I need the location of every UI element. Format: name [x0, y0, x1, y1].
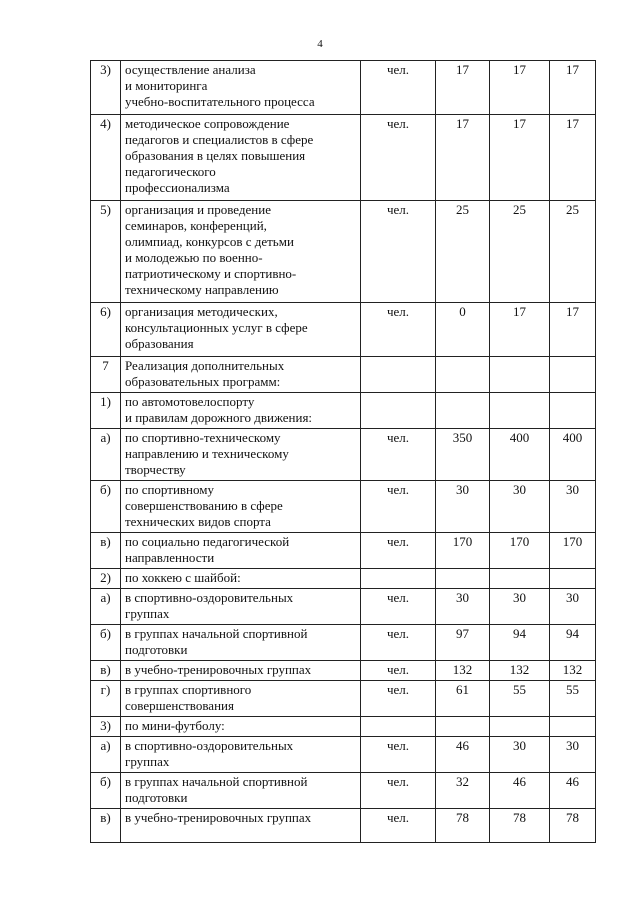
row-value-3-cell: [550, 393, 596, 429]
row-value-2-cell: 30: [490, 589, 550, 625]
row-value-3-cell: [550, 717, 596, 737]
row-value-1-cell: 32: [436, 773, 490, 809]
table-body: [91, 61, 596, 843]
row-value-2-cell: 30: [490, 481, 550, 533]
row-description-cell: по спортивно-техническому направлению и техническому творчеству: [121, 429, 361, 481]
table-row: [91, 569, 596, 589]
row-description-cell: по спортивному совершенствованию в сфере технических видов спорта: [121, 481, 361, 533]
row-value-3-cell: [550, 357, 596, 393]
row-value-2-cell: 17: [490, 303, 550, 357]
row-value-2-cell: 170: [490, 533, 550, 569]
table-row: [91, 201, 596, 303]
page-number: 4: [317, 38, 323, 50]
row-number-cell: 7: [91, 357, 121, 393]
row-unit-cell: чел.: [361, 809, 436, 843]
row-description-cell: в группах спортивного совершенствования: [121, 681, 361, 717]
row-value-1-cell: 30: [436, 481, 490, 533]
table-row: [91, 661, 596, 681]
table-row: [91, 625, 596, 661]
row-number-cell: в): [91, 661, 121, 681]
table-row: [91, 61, 596, 115]
row-value-2-cell: 25: [490, 201, 550, 303]
row-value-1-cell: 78: [436, 809, 490, 843]
row-value-2-cell: 400: [490, 429, 550, 481]
indicators-table: [90, 60, 596, 843]
row-number-cell: 5): [91, 201, 121, 303]
row-value-2-cell: 30: [490, 737, 550, 773]
table-row: [91, 737, 596, 773]
row-number-cell: 3): [91, 717, 121, 737]
row-value-3-cell: 30: [550, 589, 596, 625]
row-number-cell: б): [91, 773, 121, 809]
row-description-cell: в учебно-тренировочных группах: [121, 809, 361, 843]
row-value-3-cell: 17: [550, 303, 596, 357]
row-value-3-cell: 400: [550, 429, 596, 481]
row-value-2-cell: [490, 357, 550, 393]
row-value-1-cell: [436, 357, 490, 393]
row-unit-cell: [361, 357, 436, 393]
row-number-cell: 3): [91, 61, 121, 115]
row-unit-cell: чел.: [361, 303, 436, 357]
row-unit-cell: чел.: [361, 481, 436, 533]
row-unit-cell: чел.: [361, 681, 436, 717]
row-number-cell: а): [91, 429, 121, 481]
row-number-cell: а): [91, 589, 121, 625]
row-description-cell: по автомотовелоспорту и правилам дорожного движения:: [121, 393, 361, 429]
row-value-2-cell: 17: [490, 115, 550, 201]
row-value-3-cell: 94: [550, 625, 596, 661]
row-value-1-cell: 350: [436, 429, 490, 481]
row-value-3-cell: 78: [550, 809, 596, 843]
row-value-1-cell: 0: [436, 303, 490, 357]
row-value-3-cell: 46: [550, 773, 596, 809]
row-description-cell: в группах начальной спортивной подготовки: [121, 773, 361, 809]
row-description-cell: организация и проведение семинаров, конференций, олимпиад, конкурсов с детьми и молодежью по военно- патриотическому и спортивно- техническому направлению: [121, 201, 361, 303]
row-value-1-cell: 97: [436, 625, 490, 661]
row-value-1-cell: [436, 717, 490, 737]
row-value-1-cell: 46: [436, 737, 490, 773]
row-description-cell: в спортивно-оздоровительных группах: [121, 737, 361, 773]
row-unit-cell: чел.: [361, 589, 436, 625]
row-value-1-cell: [436, 569, 490, 589]
row-value-1-cell: 132: [436, 661, 490, 681]
row-value-2-cell: 17: [490, 61, 550, 115]
row-value-3-cell: 30: [550, 737, 596, 773]
row-unit-cell: чел.: [361, 661, 436, 681]
row-description-cell: организация методических, консультационных услуг в сфере образования: [121, 303, 361, 357]
row-number-cell: 2): [91, 569, 121, 589]
table-row: [91, 533, 596, 569]
row-number-cell: г): [91, 681, 121, 717]
row-value-3-cell: 30: [550, 481, 596, 533]
row-value-1-cell: 61: [436, 681, 490, 717]
table-row: [91, 717, 596, 737]
table-row: [91, 773, 596, 809]
row-unit-cell: чел.: [361, 429, 436, 481]
row-description-cell: в спортивно-оздоровительных группах: [121, 589, 361, 625]
row-value-2-cell: 55: [490, 681, 550, 717]
row-number-cell: б): [91, 481, 121, 533]
row-value-2-cell: [490, 393, 550, 429]
row-description-cell: осуществление анализа и мониторинга учебно-воспитательного процесса: [121, 61, 361, 115]
row-number-cell: а): [91, 737, 121, 773]
row-unit-cell: чел.: [361, 201, 436, 303]
row-number-cell: 6): [91, 303, 121, 357]
row-description-cell: Реализация дополнительных образовательных программ:: [121, 357, 361, 393]
row-unit-cell: чел.: [361, 625, 436, 661]
table-row: [91, 809, 596, 843]
row-unit-cell: чел.: [361, 773, 436, 809]
row-unit-cell: чел.: [361, 737, 436, 773]
table-row: [91, 681, 596, 717]
row-unit-cell: чел.: [361, 115, 436, 201]
row-description-cell: методическое сопровождение педагогов и специалистов в сфере образования в целях повышения педагогического профессионализма: [121, 115, 361, 201]
row-description-cell: в учебно-тренировочных группах: [121, 661, 361, 681]
row-value-3-cell: 17: [550, 115, 596, 201]
table-row: [91, 115, 596, 201]
row-value-3-cell: 132: [550, 661, 596, 681]
table-row: [91, 589, 596, 625]
table-row: [91, 393, 596, 429]
row-value-2-cell: 94: [490, 625, 550, 661]
row-unit-cell: чел.: [361, 61, 436, 115]
row-value-3-cell: 55: [550, 681, 596, 717]
row-value-3-cell: 25: [550, 201, 596, 303]
row-unit-cell: чел.: [361, 533, 436, 569]
row-description-cell: в группах начальной спортивной подготовки: [121, 625, 361, 661]
row-value-2-cell: 78: [490, 809, 550, 843]
row-description-cell: по социально педагогической направленности: [121, 533, 361, 569]
row-value-1-cell: 30: [436, 589, 490, 625]
row-unit-cell: [361, 569, 436, 589]
row-description-cell: по хоккею с шайбой:: [121, 569, 361, 589]
table-row: [91, 481, 596, 533]
row-value-3-cell: [550, 569, 596, 589]
table-row: [91, 303, 596, 357]
row-number-cell: в): [91, 533, 121, 569]
table-row: [91, 357, 596, 393]
row-number-cell: б): [91, 625, 121, 661]
table-row: [91, 429, 596, 481]
row-number-cell: в): [91, 809, 121, 843]
row-value-3-cell: 17: [550, 61, 596, 115]
row-value-2-cell: 46: [490, 773, 550, 809]
row-value-1-cell: 17: [436, 61, 490, 115]
row-value-1-cell: [436, 393, 490, 429]
row-number-cell: 4): [91, 115, 121, 201]
row-description-cell: по мини-футболу:: [121, 717, 361, 737]
row-value-1-cell: 170: [436, 533, 490, 569]
row-value-3-cell: 170: [550, 533, 596, 569]
row-unit-cell: [361, 393, 436, 429]
row-value-2-cell: [490, 569, 550, 589]
row-value-2-cell: 132: [490, 661, 550, 681]
row-value-1-cell: 25: [436, 201, 490, 303]
row-number-cell: 1): [91, 393, 121, 429]
row-unit-cell: [361, 717, 436, 737]
row-value-2-cell: [490, 717, 550, 737]
row-value-1-cell: 17: [436, 115, 490, 201]
